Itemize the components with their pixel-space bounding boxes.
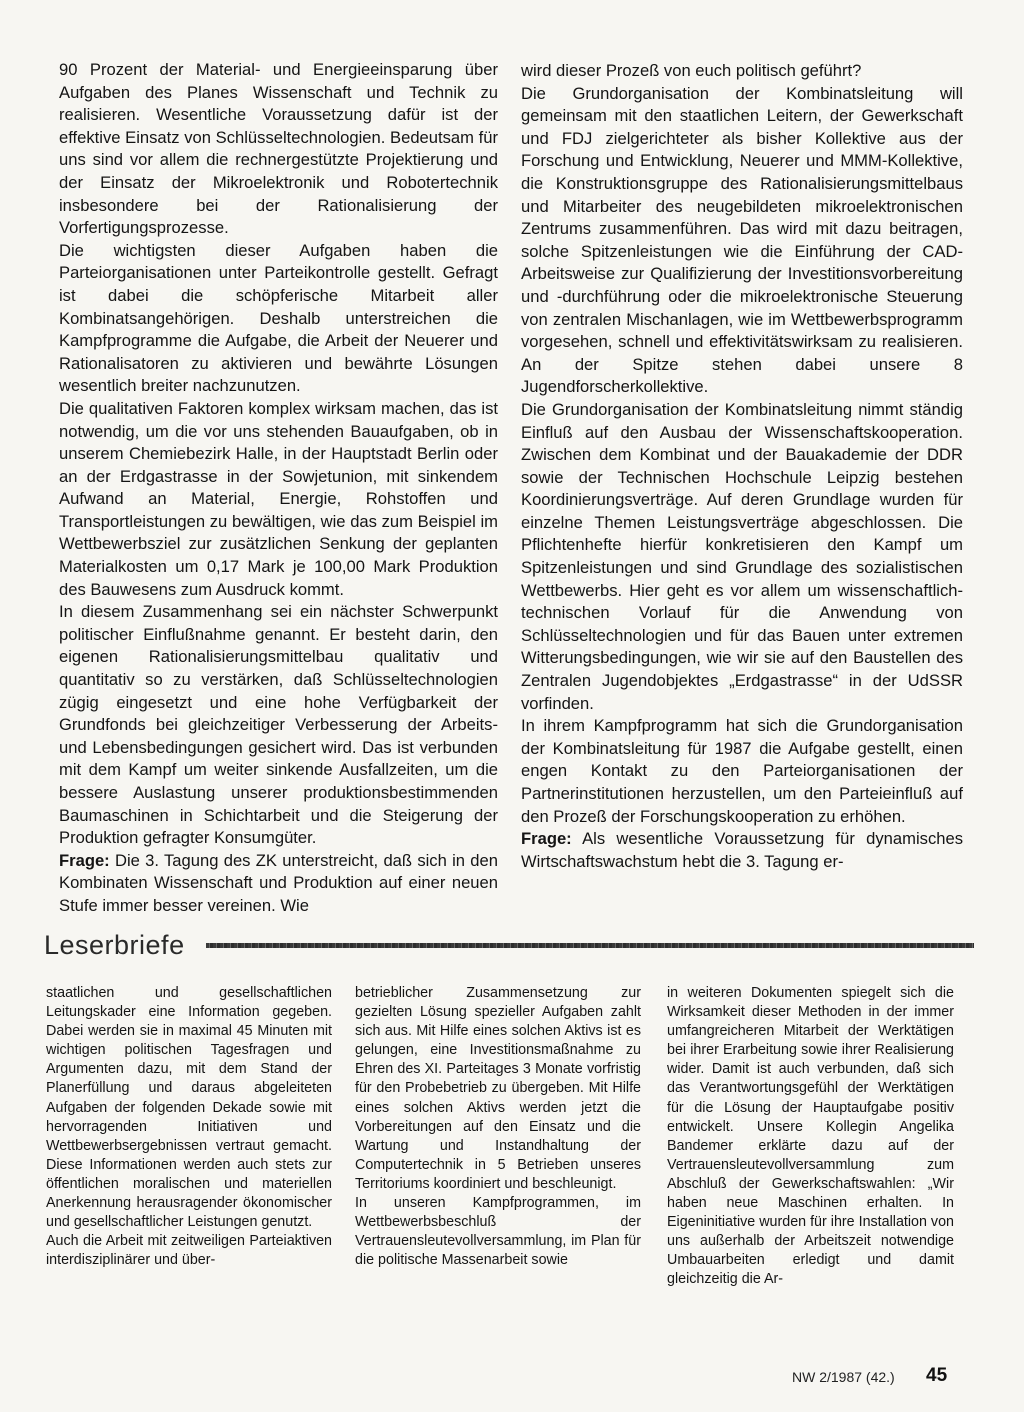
letters-paragraph: betrieblicher Zusammensetzung zur gezielten Lösung spezieller Aufgaben zahlt sich aus. Mit Hilfe eines solchen Aktivs ist es gelungen, eine Investitionsmaßnahme zu Ehren des XI. Parteitages 3 Monate vorfristig für den Probebetrieb zu übergeben. Mit Hilfe eines solchen Aktivs werden jetzt die Vorbereitungen auf den Einsatz und die Wartung und Instandhaltung der Computertechnik in 5 Betrieben unseres Territoriums koordiniert und beschleunigt. <box>355 985 641 1192</box>
letters-paragraph: Auch die Arbeit mit zeitweiligen Parteiaktiven interdisziplinärer und über- <box>46 1233 332 1269</box>
question-label: Frage: <box>521 829 572 849</box>
article-paragraph: Die wichtigsten dieser Aufgaben haben die Parteiorganisationen unter Parteikontrolle gestellt. Gefragt ist dabei die schöpferische Mitarbeit aller Kombinatsangehörigen. Deshalb unterstreichen die Kampfprogramme die Aufgabe, die Arbeit der Neuerer und Rationalisatoren zu aktivieren und bewährte Lösungen wesentlich breiter nachzunutzen. <box>59 240 498 396</box>
letters-paragraph: In unseren Kampfprogrammen, im Wettbewerbsbeschluß der Vertrauensleutevollversammlung, im Plan für die politische Massenarbeit sowie <box>355 1195 641 1269</box>
section-title: Leserbriefe <box>44 930 185 960</box>
article-column-left <box>59 59 498 918</box>
issue-reference: NW 2/1987 (42.) <box>792 1369 895 1385</box>
article-paragraph: 90 Prozent der Material- und Energieeinsparung über Aufgaben des Planes Wissenschaft und Technik zu realisieren. Wesentliche Voraussetzung dafür ist der effektive Einsatz von Schlüsseltechnologien. Bedeutsam für uns sind vor allem die rechnergestützte Projektierung und der Einsatz der Mikroelektronik und Robotertechnik insbesondere bei der Rationalisierung der Vorfertigungsprozesse. <box>59 60 498 238</box>
question-text: Die 3. Tagung des ZK unterstreicht, daß sich in den Kombinaten Wissenschaft und Produktion auf einer neuen Stufe immer besser vereinen. Wie <box>59 850 498 915</box>
article-column-right <box>521 60 963 873</box>
letters-column-3 <box>667 984 954 1290</box>
section-header <box>44 929 974 961</box>
question-label: Frage: <box>59 850 110 870</box>
interview-question <box>521 828 963 873</box>
article-paragraph: In ihrem Kampfprogramm hat sich die Grundorganisation der Kombinatsleitung für 1987 die Aufgabe gestellt, einen engen Kontakt zu den Parteiorganisationen der Partnerinstitutionen herzustellen, um den Parteieinfluß auf den Prozeß der Forschungskooperation zu erhöhen. <box>521 716 963 826</box>
interview-question <box>59 850 498 918</box>
article-paragraph: wird dieser Prozeß von euch politisch geführt? <box>521 61 862 80</box>
article-paragraph: In diesem Zusammenhang sei ein nächster Schwerpunkt politischer Einflußnahme genannt. Er besteht darin, den eigenen Rationalisierungsmittelbau qualitativ und quantitativ so zu verstärken, daß Schlüsseltechnologien zügig eingesetzt und eine hohe Verfügbarkeit der Grundfonds bei gleichzeitiger Verbesserung der Arbeits- und Lebensbedingungen gesichert wird. Das ist verbunden mit dem Kampf um weiter sinkende Ausfallzeiten, um die bessere Auslastung unserer produktionsbestimmenden Baumaschinen in Schichtarbeit und die Steigerung der Produktion gefragter Konsumgüter. <box>59 602 498 848</box>
article-paragraph: Die Grundorganisation der Kombinatsleitung will gemeinsam mit den staatlichen Leitern, der Gewerkschaft und FDJ zielgerichteter als bisher Kollektive aus der Forschung und Entwicklung, Neuerer und MMM-Kollektive, die Konstruktionsgruppe des Rationalisierungsmittelbaus und Mitarbeiter des neugebildeten mikroelektronischen Zentrums zusammenführen. Das wird mit dazu beitragen, solche Spitzenleistungen wie die Einführung der CAD-Arbeitsweise zur Qualifizierung der Investitionsvorbereitung und -durchführung oder die mikroelektronische Steuerung von zentralen Mischanlagen, wie im Wettbewerbsprogramm vorgesehen, schnell und effektivitätswirksam zu realisieren. An der Spitze stehen dabei unsere 8 Jugendforscherkollektive. <box>521 83 963 397</box>
page-number: 45 <box>926 1365 948 1386</box>
question-text: Als wesentliche Voraussetzung für dynamisches Wirtschaftswachstum hebt die 3. Tagung er- <box>521 829 963 871</box>
letters-column-2 <box>355 984 641 1270</box>
section-divider-rule <box>206 943 974 948</box>
letters-paragraph: in weiteren Dokumenten spiegelt sich die Wirksamkeit dieser Methoden in der immer umfangreicheren Mitarbeit der Werktätigen bei ihrer Erarbeitung sowie ihrer Realisierung wider. Damit ist auch verbunden, daß sich das Verantwortungsgefühl der Werktätigen für die Lösung der Hauptaufgabe positiv entwickelt. Unsere Kollegin Angelika Bandemer erklärte dazu auf der Vertrauensleutevollversammlung zum Abschluß der Gewerkschaftswahlen: „Wir haben neue Maschinen erhalten. In Eigeninitiative wurden für ihre Installation von uns außerhalb der Arbeitszeit notwendige Umbauarbeiten erledigt und damit gleichzeitig die Ar- <box>667 985 954 1288</box>
letters-column-1 <box>46 984 332 1270</box>
letters-paragraph: staatlichen und gesellschaftlichen Leitungskader eine Information gegeben. Dabei werden sie in maximal 45 Minuten mit wichtigen politischen Tagesfragen und Argumenten dazu, mit dem Stand der Planerfüllung und daraus abgeleiteten Aufgaben der folgenden Dekade sowie mit hervorragenden Initiativen und Wettbewerbsergebnissen vertraut gemacht. Diese Informationen werden auch stets zur öffentlichen moralischen und materiellen Anerkennung herausragender ökonomischer und gesellschaftlicher Leistungen genutzt. <box>46 985 332 1231</box>
article-paragraph: Die qualitativen Faktoren komplex wirksam machen, das ist notwendig, um die vor uns stehenden Bauaufgaben, ob in unserem Chemiebezirk Halle, in der Hauptstadt Berlin oder an der Erdgastrasse in der Sowjetunion, mit sinkendem Aufwand an Material, Energie, Rohstoffen und Transportleistungen zu bewältigen, wie das zum Beispiel im Wettbewerbsziel zur zusätzlichen Senkung der geplanten Materialkosten um 0,17 Mark je 100,00 Mark Produktion des Bauwesens zum Ausdruck kommt. <box>59 398 498 599</box>
article-paragraph: Die Grundorganisation der Kombinatsleitung nimmt ständig Einfluß auf den Ausbau der Wissenschaftskooperation. Zwischen dem Kombinat und der Bauakademie der DDR sowie der Technischen Hochschule Leipzig bestehen Koordinierungsverträge. Auf deren Grundlage wurden für einzelne Themen Leistungsverträge abgeschlossen. Die Pflichtenhefte hierfür konkretisieren den Kampf um Spitzenleistungen und sind Grundlage des sozialistischen Wettbewerbs. Hier geht es vor allem um wissenschaftlich-technischen Vorlauf für die Anwendung von Schlüsseltechnologien und für das Bauen unter extremen Witterungsbedingungen, wie wir sie auf den Baustellen des Zentralen Jugendobjektes „Erdgastrasse“ in der UdSSR vorfinden. <box>521 399 963 713</box>
